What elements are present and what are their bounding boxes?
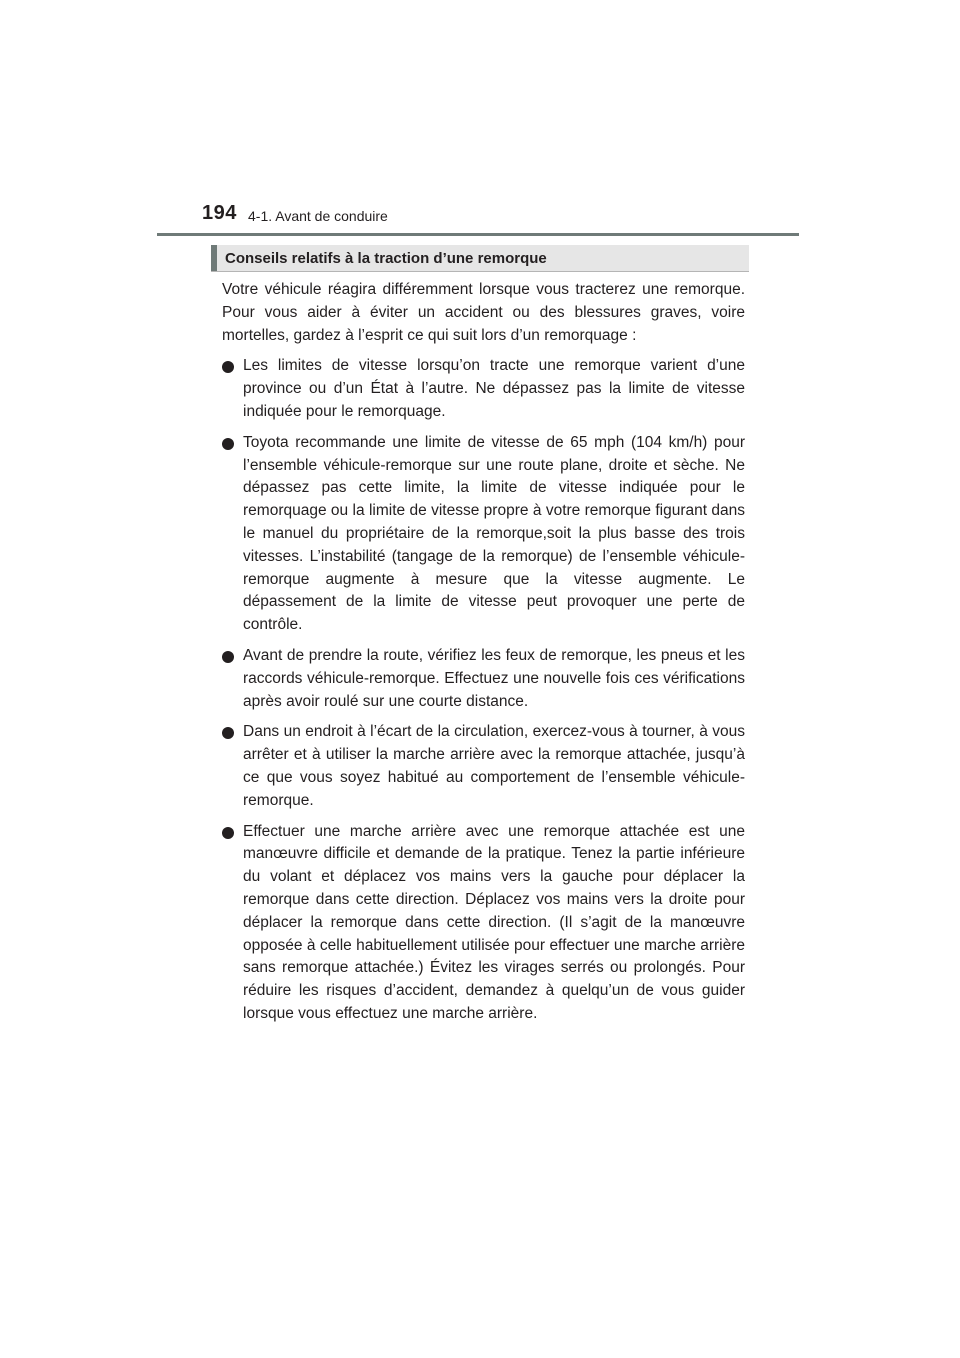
bullet-dot-icon: [222, 438, 234, 450]
bullet-dot-icon: [222, 651, 234, 663]
section-title-box: [211, 245, 749, 272]
intro-paragraph: Votre véhicule réagira différemment lorsque vous tracterez une remorque. Pour vous aider à éviter un accident ou des blessures graves, voire mortelles, gardez à l’esprit ce qui suit lors d’un remorquage :: [222, 281, 745, 344]
body-content: [222, 279, 745, 1034]
bullet-list: [222, 355, 745, 1025]
list-item-text: Avant de prendre la route, vérifiez les feux de remorque, les pneus et les raccords véhicule-remorque. Effectuez une nouvelle fois ces vérifications après avoir roulé sur une courte distance.: [243, 646, 745, 710]
list-item: [222, 432, 745, 637]
list-item-text: Toyota recommande une limite de vitesse de 65 mph (104 km/h) pour l’ensemble véhicule-remorque sur une route plane, droite et sèche. Ne dépassez pas cette limite, la limite de vitesse indiquée pour le remorquage ou la limite de vitesse propre à votre remorque figurant dans le manuel du propriétaire de la remorque,soit la plus basse des trois vitesses. L’instabilité (tangage de la remorque) de l’ensemble véhicule-remorque augmente à mesure que la vitesse augmente. Le dépassement de la limite de vitesse peut provoquer une perte de contrôle.: [243, 433, 745, 634]
list-item: [222, 821, 745, 1026]
header-divider: [157, 233, 799, 236]
section-label: 4-1. Avant de conduire: [248, 208, 388, 224]
list-item-text: Effectuer une marche arrière avec une remorque attachée est une manœuvre difficile et demande de la pratique. Tenez la partie inférieure du volant et déplacez vos mains vers la gauche pour déplacer la remorque dans cette direction. Déplacez vos mains vers la droite pour déplacer la remorque dans cette direction. (Il s’agit de la manœuvre opposée à celle habituellement utilisée pour effectuer une marche arrière sans remorque attachée.) Évitez les virages serrés ou prolongés. Pour réduire les risques d’accident, demandez à quelqu’un de vous guider lorsque vous effectuez une marche arrière.: [243, 822, 745, 1022]
list-item-text: Les limites de vitesse lorsqu’on tracte une remorque varient d’une province ou d’un État à l’autre. Ne dépassez pas la limite de vitesse indiquée pour le remorquage.: [243, 357, 745, 420]
list-item: [222, 355, 745, 423]
page-number: 194: [202, 202, 237, 224]
bullet-dot-icon: [222, 727, 234, 739]
list-item: [222, 645, 745, 713]
bullet-dot-icon: [222, 827, 234, 839]
page-header: [0, 0, 960, 240]
list-item: [222, 721, 745, 812]
section-title: Conseils relatifs à la traction d’une remorque: [225, 250, 547, 267]
section-title-accent-bar: [211, 245, 217, 271]
bullet-dot-icon: [222, 361, 234, 373]
list-item-text: Dans un endroit à l’écart de la circulation, exercez-vous à tourner, à vous arrêter et à utiliser la marche arrière avec la remorque attachée, jusqu’à ce que vous soyez habitué au comportement de l’ensemble véhicule-remorque.: [243, 723, 745, 809]
